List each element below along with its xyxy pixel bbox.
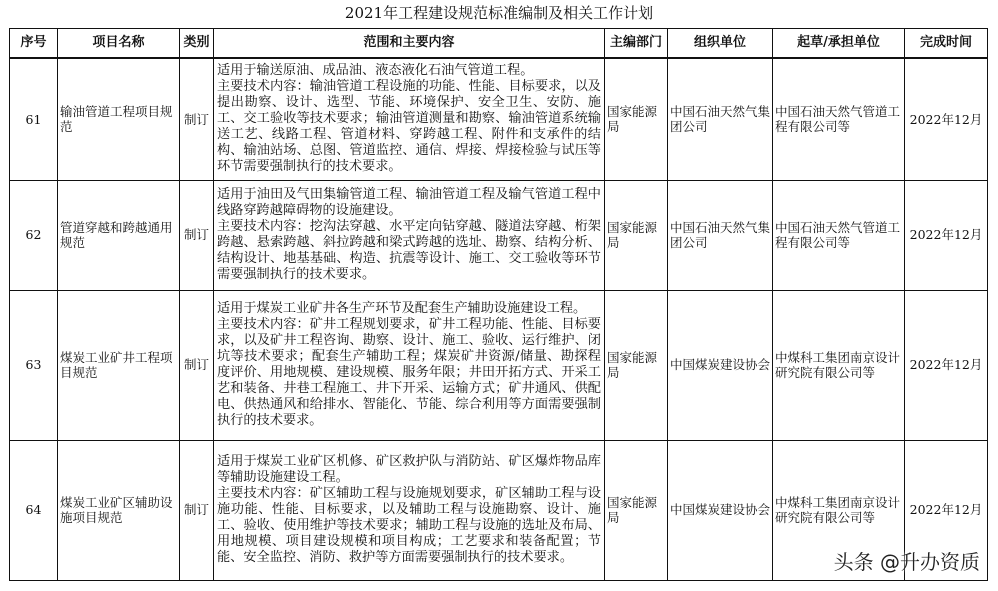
row-number: 64	[10, 440, 58, 580]
organizing-unit: 中国石油天然气集团公司	[668, 180, 773, 290]
project-name: 煤炭工业矿井工程项目规范	[58, 290, 180, 440]
main-content-text: 主要技术内容：矿井工程规划要求，矿井工程功能、性能、目标要求，以及矿井工程咨询、勘察、设计、施工、验收、运行维护、闭坑等技术要求；配套生产辅助工程；煤炭矿井资源/储量、勘探程度评价、用地规模、建设规模、服务年限；井田开拓方式、开采工艺和装备、井巷工程施工、井下开采、运输方式；矿井通风、供配电、供热通风和给排水、智能化、节能、综合利用等方面需要强制执行的技术要求。	[217, 317, 601, 428]
lead-department: 国家能源局	[605, 440, 668, 580]
project-name: 输油管道工程项目规范	[58, 58, 180, 180]
watermark: 头条 @升办资质	[833, 550, 980, 574]
scope-content	[214, 58, 605, 180]
completion-time: 2022年12月	[905, 58, 988, 180]
organizing-unit: 中国煤炭建设协会	[668, 440, 773, 580]
scope-text: 适用于煤炭工业矿井各生产环节及配套生产辅助设施建设工程。	[217, 301, 587, 316]
header-time: 完成时间	[905, 29, 988, 59]
scope-text: 适用于煤炭工业矿区机修、矿区救护队与消防站、矿区爆炸物品库等辅助设施建设工程。	[217, 454, 601, 485]
scope-text: 适用于输送原油、成品油、液态液化石油气管道工程。	[217, 63, 534, 79]
header-type: 类别	[180, 29, 214, 59]
drafting-unit: 中国石油天然气管道工程有限公司等	[773, 180, 905, 290]
plan-table	[9, 28, 988, 581]
category: 制订	[180, 180, 214, 290]
table-row	[10, 180, 988, 290]
organizing-unit: 中国石油天然气集团公司	[668, 58, 773, 180]
header-name: 项目名称	[58, 29, 180, 59]
header-dept: 主编部门	[605, 29, 668, 59]
row-number: 61	[10, 58, 58, 180]
scope-content	[214, 180, 605, 290]
scope-text: 适用于油田及气田集输管道工程、输油管道工程及输气管道工程中线路穿跨越障碍物的设施建设。	[217, 187, 601, 218]
project-name: 煤炭工业矿区辅助设施项目规范	[58, 440, 180, 580]
main-content-text: 主要技术内容：矿区辅助工程与设施规划要求，矿区辅助工程与设施功能、性能、目标要求，以及辅助工程与设施勘察、设计、施工、验收、使用维护等技术要求；辅助工程与设施的选址及布局、用地规模、项目建设规模和项目构成；工艺要求和装备配置；节能、安全监控、消防、救护等方面需要强制执行的技术要求。	[217, 486, 601, 565]
scope-content	[214, 440, 605, 580]
table-header-row	[10, 29, 988, 59]
header-drafter: 起草/承担单位	[773, 29, 905, 59]
project-name: 管道穿越和跨越通用规范	[58, 180, 180, 290]
header-content: 范围和主要内容	[214, 29, 605, 59]
row-number: 62	[10, 180, 58, 290]
lead-department: 国家能源局	[605, 180, 668, 290]
lead-department: 国家能源局	[605, 58, 668, 180]
main-content-text: 主要技术内容：输油管道工程设施的功能、性能、目标要求，以及提出勘察、设计、选型、节能、环境保护、安全卫生、安防、施工、交工验收等技术要求；输油管道测量和勘察、输油管道系统输送工艺、线路工程、管道材料、穿跨越工程、附件和支承件的结构、输油站场、总图、管道监控、通信、焊接、焊接检验与试压等环节需要强制执行的技术要求。	[217, 79, 601, 175]
table-row	[10, 290, 988, 440]
drafting-unit: 中国石油天然气管道工程有限公司等	[773, 58, 905, 180]
completion-time: 2022年12月	[905, 180, 988, 290]
category: 制订	[180, 58, 214, 180]
main-content-text: 主要技术内容：挖沟法穿越、水平定向钻穿越、隧道法穿越、桁架跨越、悬索跨越、斜拉跨越和梁式跨越的选址、勘察、结构分析、结构设计、地基基础、构造、抗震等设计、施工、交工验收等环节需要强制执行的技术要求。	[217, 219, 601, 282]
header-no: 序号	[10, 29, 58, 59]
row-number: 63	[10, 290, 58, 440]
scope-content	[214, 290, 605, 440]
completion-time: 2022年12月	[905, 440, 988, 580]
organizing-unit: 中国煤炭建设协会	[668, 290, 773, 440]
lead-department: 国家能源局	[605, 290, 668, 440]
drafting-unit: 中煤科工集团南京设计研究院有限公司等	[773, 290, 905, 440]
completion-time: 2022年12月	[905, 290, 988, 440]
category: 制订	[180, 290, 214, 440]
drafting-unit: 中煤科工集团南京设计研究院有限公司等	[773, 440, 905, 580]
document-title: 2021年工程建设规范标准编制及相关工作计划	[344, 4, 654, 22]
header-org: 组织单位	[668, 29, 773, 59]
category: 制订	[180, 440, 214, 580]
table-row	[10, 58, 988, 180]
